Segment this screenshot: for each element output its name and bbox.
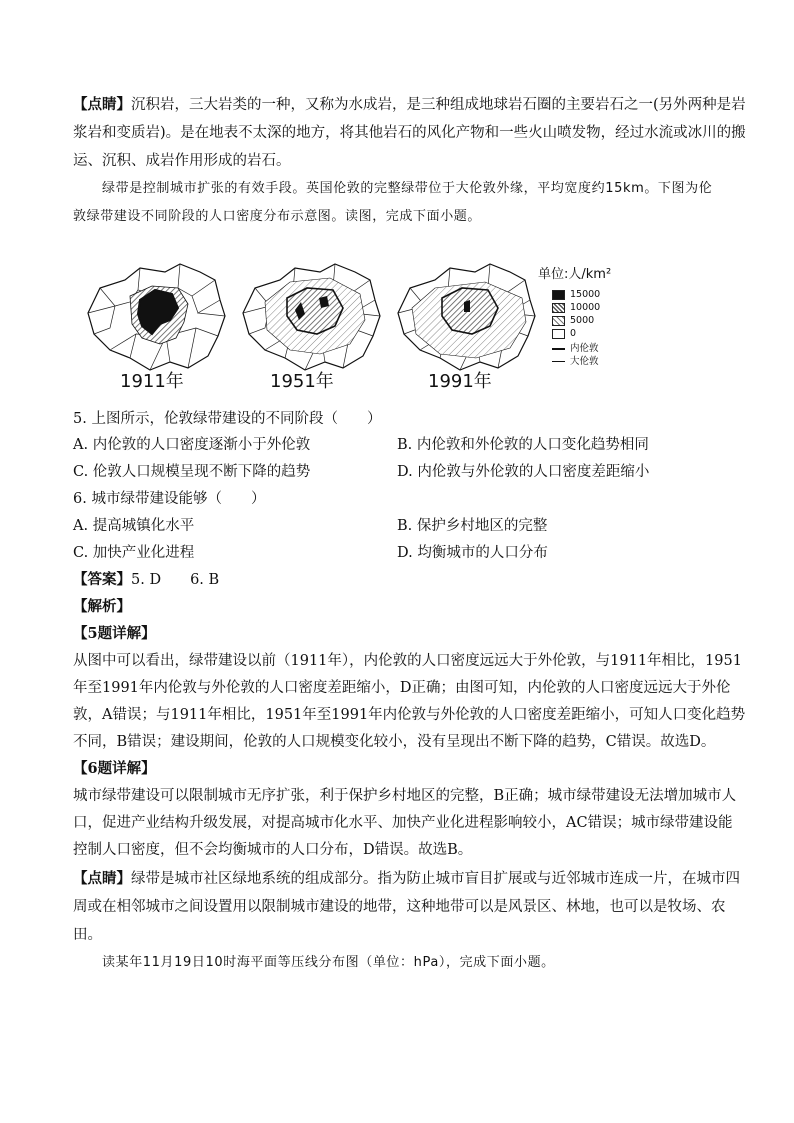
- answer-line: [73, 570, 219, 590]
- detail-6-tag: 【6题详解】: [73, 760, 156, 777]
- detail-5-line-3: 敦，A错误；与1911年相比，1951年至1991年内伦敦与外伦敦的人口密度差距缩小，可知人口变化趋势: [73, 707, 746, 723]
- detail-5-line-1: 从图中可以看出，绿带建设以前（1911年），内伦敦的人口密度远远大于外伦敦，与1911年相比，1951: [73, 653, 742, 669]
- question-6-stem: 6. 城市绿带建设能够（ ）: [73, 491, 266, 507]
- q5-option-b: B. 内伦敦和外伦敦的人口变化趋势相同: [397, 437, 649, 453]
- map-1951: [243, 264, 380, 370]
- legend-item-10000: 10000: [552, 302, 600, 314]
- q5-option-c: C. 伦敦人口规模呈现不断下降的趋势: [73, 464, 311, 480]
- note-paragraph-2-line-2: 周或在相邻城市之间设置用以限制城市建设的地带，这种地带可以是风景区、林地，也可以是牧场、农: [73, 899, 726, 915]
- note-2-tag: 【点睛】: [73, 870, 131, 887]
- q6-option-a: A. 提高城镇化水平: [73, 518, 195, 534]
- question-5-stem: 5. 上图所示，伦敦绿带建设的不同阶段（ ）: [73, 411, 382, 427]
- detail-6-line-1: 城市绿带建设可以限制城市无序扩张，利于保护乡村地区的完整，B正确；城市绿带建设无法增加城市人: [73, 788, 737, 804]
- note-paragraph-2-line-3: 田。: [73, 927, 102, 943]
- note-paragraph-1-line-2: 浆岩和变质岩)。是在地表不太深的地方，将其他岩石的风化产物和一些火山喷发物，经过水流或冰川的搬: [73, 125, 746, 141]
- year-label-1911: 1911年: [120, 371, 184, 392]
- legend-line-inner-london: 内伦敦: [552, 343, 599, 355]
- legend-thin-line: [552, 361, 565, 362]
- note-paragraph-2: 【点睛】绿带是城市社区绿地系统的组成部分。指为防止城市盲目扩展或与近邻城市连成一片，在城市四: [73, 870, 740, 887]
- legend-item-0: 0: [552, 328, 576, 340]
- legend-line-greater-london: 大伦敦: [552, 356, 599, 368]
- map-1911: [88, 264, 225, 370]
- legend-title: 单位:人/km²: [538, 267, 612, 282]
- q6-option-d: D. 均衡城市的人口分布: [397, 545, 548, 561]
- legend-swatch-dense-hatch: [552, 303, 565, 313]
- year-label-1991: 1991年: [428, 371, 492, 392]
- analysis-tag: 【解析】: [73, 598, 131, 615]
- detail-6-line-2: 口，促进产业结构升级发展，对提高城市化水平、加快产业化进程影响较小，AC错误；城市绿带建设能: [73, 815, 733, 831]
- q5-option-d: D. 内伦敦与外伦敦的人口密度差距缩小: [397, 464, 650, 480]
- intro-line-1: 绿带是控制城市扩张的有效手段。英国伦敦的完整绿带位于大伦敦外缘，平均宽度约15km。下图为伦: [102, 181, 713, 196]
- q6-option-b: B. 保护乡村地区的完整: [397, 518, 548, 534]
- note-paragraph-1: 【点睛】沉积岩，三大岩类的一种，又称为水成岩，是三种组成地球岩石圈的主要岩石之一(另外两种是岩: [73, 96, 746, 113]
- legend-swatch-light-hatch: [552, 316, 565, 326]
- answer-tag: 【答案】: [73, 571, 131, 588]
- legend-swatch-white: [552, 329, 565, 339]
- legend-item-15000: 15000: [552, 289, 600, 301]
- legend-item-5000: 5000: [552, 315, 594, 327]
- detail-5-line-4: 不同，B错误；建设期间，伦敦的人口规模变化较小，没有呈现出不断下降的趋势，C错误。故选D。: [73, 734, 716, 750]
- intro-line-2: 敦绿带建设不同阶段的人口密度分布示意图。读图，完成下面小题。: [73, 209, 482, 224]
- detail-5-tag: 【5题详解】: [73, 625, 156, 642]
- q6-option-c: C. 加快产业化进程: [73, 545, 195, 561]
- year-label-1951: 1951年: [270, 371, 334, 392]
- legend-thick-line: [552, 348, 565, 350]
- detail-5-line-2: 年至1991年内伦敦与外伦敦的人口密度差距缩小，D正确；由图可知，内伦敦的人口密度远远大于外伦: [73, 680, 731, 696]
- legend-swatch-black: [552, 290, 565, 300]
- note-tag: 【点睛】: [73, 96, 131, 113]
- next-question-intro: 读某年11月19日10时海平面等压线分布图（单位：hPa），完成下面小题。: [102, 955, 555, 970]
- q5-option-a: A. 内伦敦的人口密度逐渐小于外伦敦: [73, 437, 311, 453]
- detail-6-line-3: 控制人口密度，但不会均衡城市的人口分布，D错误。故选B。: [73, 842, 473, 858]
- map-1991: [398, 264, 535, 370]
- note-paragraph-1-line-3: 运、沉积、成岩作用形成的岩石。: [73, 153, 291, 169]
- answer-text: 5. D 6. B: [131, 572, 220, 588]
